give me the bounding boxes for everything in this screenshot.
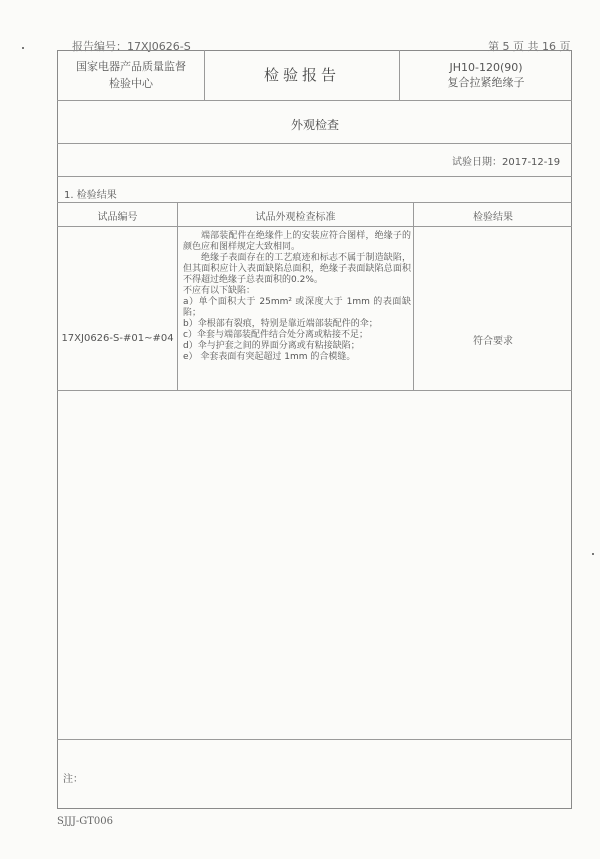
criteria-paragraph-2: 绝缘子表面存在的工艺痕迹和标志不属于制造缺陷，但其面积应计入表面缺陷总面积，绝缘子表面缺陷总面积不得超过绝缘子总表面积的0.2%。 [183,253,411,285]
org-line-1: 国家电器产品质量监督 [76,60,186,73]
date-divider [57,176,572,177]
table-header-sample-id: 试品编号 [97,212,138,223]
section-divider [57,143,572,144]
table-col-divider-2 [413,202,414,390]
table-top-line [57,202,572,203]
table-header-line [57,226,572,227]
section-title: 外观检查 [290,118,339,132]
header-divider [57,100,572,101]
criteria-item-b: b）伞根部有裂痕，特别是靠近端部装配件的伞； [183,319,378,329]
criteria-intro: 不应有以下缺陷： [183,286,256,296]
report-title: 检验报告 [263,66,340,84]
table-header-criteria: 试品外观检查标准 [255,212,336,223]
inspection-criteria [183,231,411,363]
test-date: 试验日期：2017-12-19 [452,157,561,168]
table-bottom-line [57,390,572,391]
criteria-item-a: a）单个面积大于 25mm² 或深度大于 1mm 的表面缺陷； [183,297,411,318]
results-heading: 1. 检验结果 [64,190,117,201]
sample-id: 17XJ0626-S-#01~#04 [61,333,174,344]
product-info [400,60,572,90]
page-info: 第 5 页 共 16 页 [488,40,571,53]
note-label: 注： [63,774,83,785]
scan-mark [22,47,24,49]
scan-mark [592,553,594,555]
product-name: 复合拉紧绝缘子 [447,76,525,89]
criteria-paragraph-1: 端部装配件在绝缘件上的安装应符合图样，绝缘子的颜色应和图样规定大致相同。 [183,231,411,252]
criteria-item-e: e） 伞套表面有突起超过 1mm 的合模缝。 [183,352,356,362]
organization-name [58,58,204,92]
criteria-item-d: d）伞与护套之间的界面分离或有粘接缺陷； [183,341,360,351]
org-line-2: 检验中心 [109,77,153,90]
table-col-divider-1 [177,202,178,390]
note-divider [57,739,572,740]
table-header-result: 检验结果 [473,212,513,223]
product-model: JH10-120(90) [449,61,523,74]
inspection-result: 符合要求 [473,336,513,347]
form-code: SJJJ-GT006 [57,816,114,827]
report-number: 报告编号：17XJ0626-S [72,40,191,53]
criteria-item-c: c）伞套与端部装配件结合处分离或粘接不足； [183,330,368,340]
